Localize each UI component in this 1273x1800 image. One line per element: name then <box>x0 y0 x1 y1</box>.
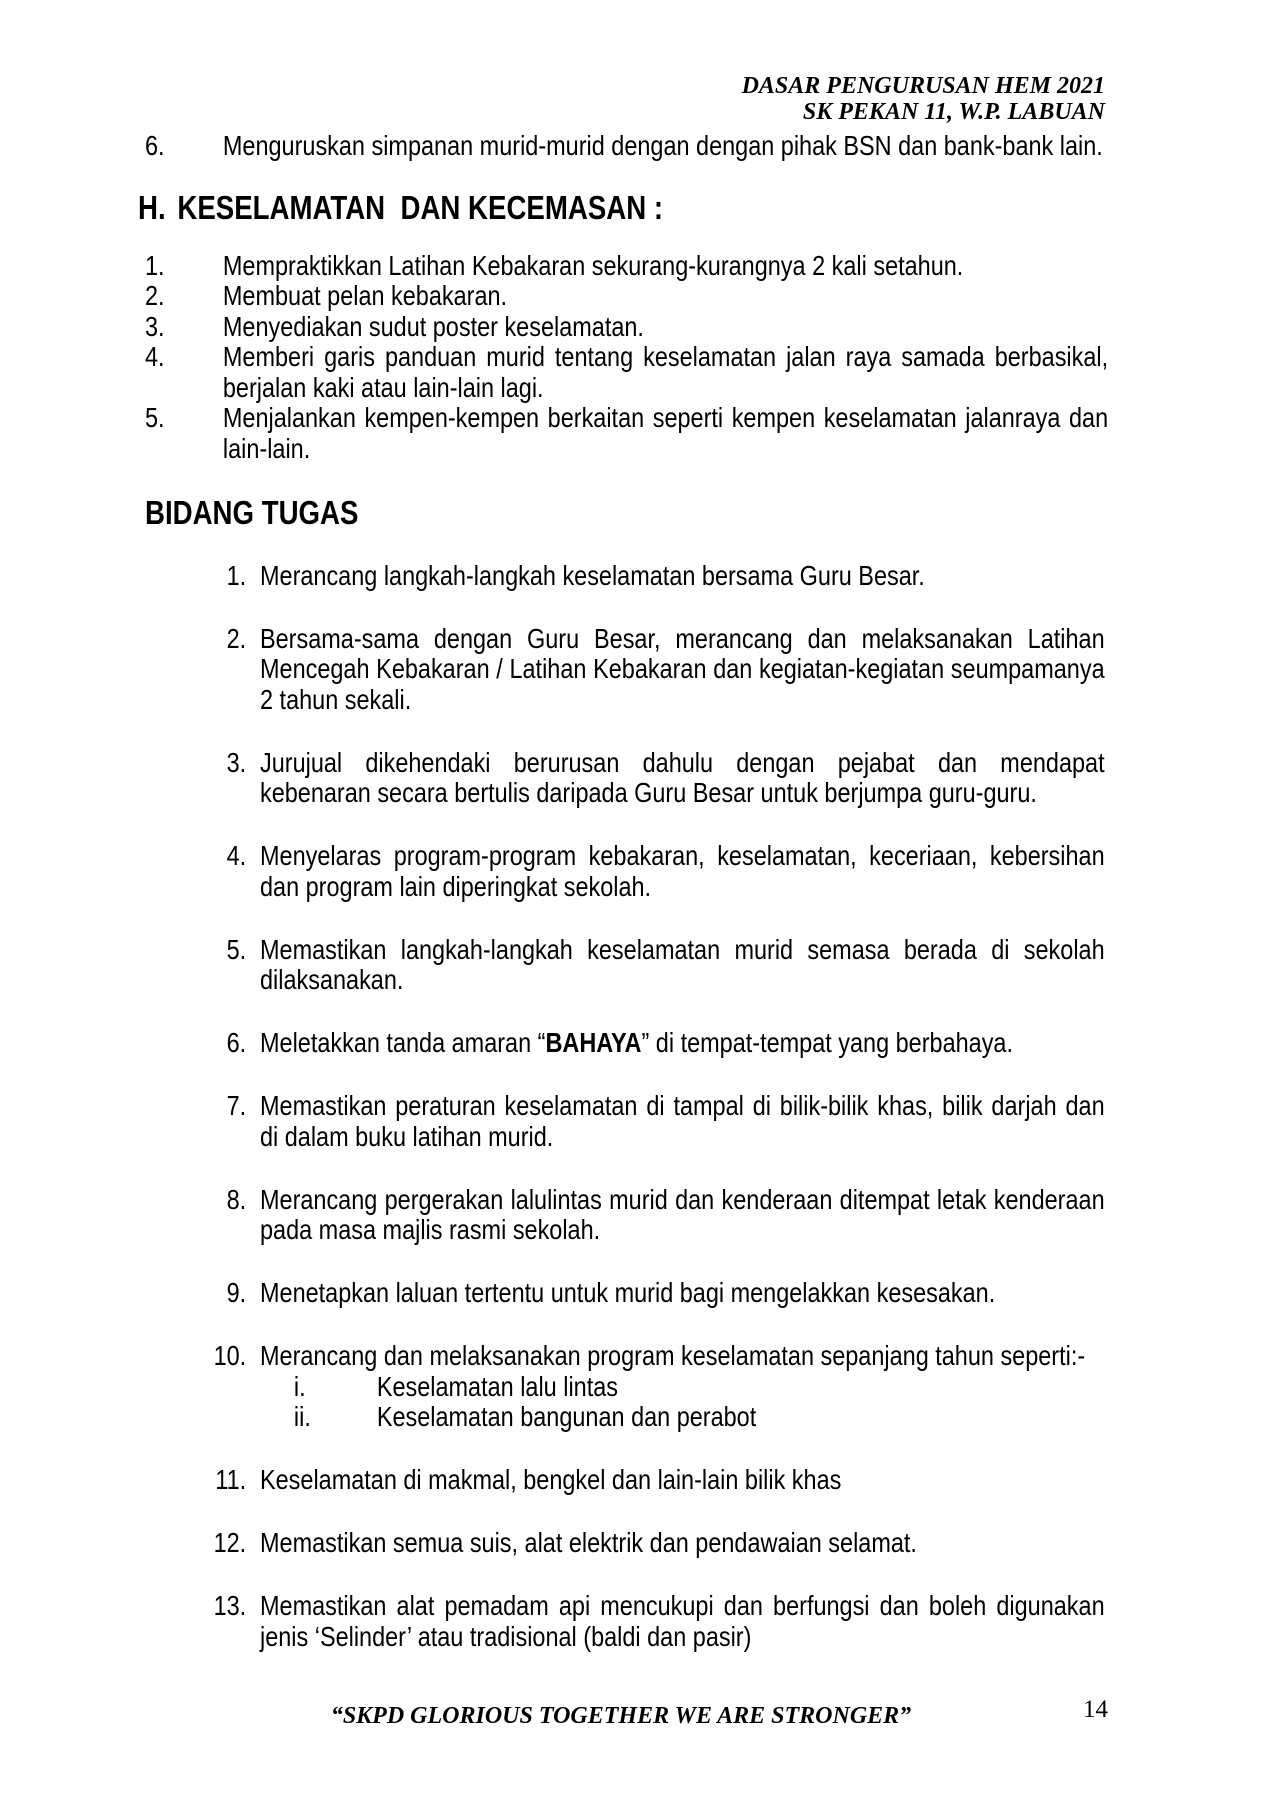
task-number: 4. <box>226 840 247 871</box>
task-number: 13. <box>213 1590 247 1621</box>
task-list <box>211 561 1105 1653</box>
task-number: 11. <box>215 1464 247 1495</box>
task-text: Menyelaras program-program kebakaran, keselamatan, keceriaan, kebersihan dan program lain diperingkat sekolah. <box>259 840 1105 902</box>
task-item <box>211 1341 1105 1433</box>
tasks-heading: BIDANG TUGAS <box>145 494 359 531</box>
task-item <box>211 935 1105 996</box>
task-number: 2. <box>226 622 247 654</box>
task-text: Memastikan alat pemadam api mencukupi dan berfungsi dan boleh digunakan jenis ‘Selinder’ atau tradisional (baldi dan pasir) <box>259 1590 1105 1652</box>
task-text-prefix: Meletakkan tanda amaran “ <box>259 1027 546 1058</box>
task-text: Bersama-sama dengan Guru Besar, merancang dan melaksanakan Latihan Mencegah Kebakaran / Latihan Kebakaran dan kegiatan-kegiatan seumpamanya 2 tahun sekali. <box>259 622 1105 715</box>
sub-item-number: i. <box>293 1370 306 1402</box>
task-text: Menetapkan laluan tertentu untuk murid bagi mengelakkan kesesakan. <box>259 1277 996 1308</box>
list-item <box>145 312 1108 343</box>
list-item <box>145 403 1108 464</box>
task-text: Memastikan langkah-langkah keselamatan murid semasa berada di sekolah dilaksanakan. <box>259 933 1105 995</box>
task-number: 6. <box>226 1027 247 1058</box>
list-item-6 <box>145 131 1108 162</box>
task-number: 8. <box>226 1183 247 1215</box>
task-item <box>211 1185 1105 1246</box>
danger-label: BAHAYA <box>545 1027 642 1058</box>
item-text: Mempraktikkan Latihan Kebakaran sekurang-kurangnya 2 kali setahun. <box>222 249 964 281</box>
task-text: Memastikan semua suis, alat elektrik dan pendawaian selamat. <box>259 1527 917 1558</box>
task-text-main: Merancang dan melaksanakan program keselamatan sepanjang tahun seperti:- <box>259 1340 1086 1371</box>
item-number: 5. <box>145 402 165 433</box>
footer-quote: “SKPD GLORIOUS TOGETHER WE ARE STRONGER” <box>330 1703 912 1729</box>
task-text <box>260 1341 1105 1433</box>
item-number: 6. <box>145 129 165 161</box>
task-item <box>211 1465 1105 1496</box>
task-number: 9. <box>226 1277 247 1308</box>
item-number: 2. <box>145 280 165 311</box>
task-item <box>211 1528 1105 1559</box>
task-text: Memastikan peraturan keselamatan di tampal di bilik-bilik khas, bilik darjah dan di dalam buku latihan murid. <box>259 1090 1105 1152</box>
header-line-1: DASAR PENGURUSAN HEM 2021 <box>741 73 1105 99</box>
task-number: 7. <box>226 1090 247 1121</box>
item-text: Menguruskan simpanan murid-murid dengan dengan pihak BSN dan bank-bank lain. <box>222 129 1103 161</box>
task-text: Merancang pergerakan lalulintas murid dan kenderaan ditempat letak kenderaan pada masa majlis rasmi sekolah. <box>259 1183 1105 1245</box>
item-number: 1. <box>145 249 165 281</box>
section-title: KESELAMATAN DAN KECEMASAN : <box>177 189 664 226</box>
task-number: 5. <box>226 933 247 965</box>
task-item <box>211 1091 1105 1152</box>
task-number: 10. <box>213 1340 247 1371</box>
task-item <box>211 561 1105 592</box>
item-number: 4. <box>145 341 165 372</box>
task-item <box>211 624 1105 716</box>
task-number: 1. <box>226 559 247 591</box>
page-header <box>742 74 1105 125</box>
sub-item <box>294 1402 1105 1433</box>
sub-item-text: Keselamatan bangunan dan perabot <box>376 1401 757 1432</box>
task-text-suffix: ” di tempat-tempat yang berbahaya. <box>641 1027 1013 1058</box>
section-letter: H. <box>138 189 166 226</box>
task-item <box>211 841 1105 902</box>
item-number: 3. <box>145 310 165 342</box>
task-item <box>211 748 1105 809</box>
section-heading <box>138 191 1105 225</box>
item-text: Menjalankan kempen-kempen berkaitan seperti kempen keselamatan jalanraya dan lain-lain. <box>222 402 1109 464</box>
task-text: Keselamatan di makmal, bengkel dan lain-lain bilik khas <box>259 1464 842 1495</box>
list-item <box>145 342 1108 403</box>
page-number: 14 <box>1083 1696 1108 1723</box>
task-text: Merancang langkah-langkah keselamatan bersama Guru Besar. <box>259 559 925 591</box>
task-item <box>211 1028 1105 1059</box>
task-item <box>211 1591 1105 1652</box>
task-text: Jurujual dikehendaki berurusan dahulu dengan pejabat dan mendapat kebenaran secara bertulis daripada Guru Besar untuk berjumpa guru-guru. <box>259 746 1105 808</box>
task-item <box>211 1278 1105 1309</box>
task-number: 12. <box>213 1527 247 1558</box>
item-text: Memberi garis panduan murid tentang keselamatan jalan raya samada berbasikal, berjalan kaki atau lain-lain lagi. <box>222 341 1109 403</box>
item-text: Menyediakan sudut poster keselamatan. <box>222 310 644 342</box>
sub-item <box>294 1372 1105 1403</box>
task-text <box>260 1028 1105 1059</box>
task-number: 3. <box>226 746 247 778</box>
sub-item-number: ii. <box>293 1401 311 1432</box>
item-text: Membuat pelan kebakaran. <box>222 280 508 311</box>
header-line-2: SK PEKAN 11, W.P. LABUAN <box>802 98 1105 125</box>
sub-item-text: Keselamatan lalu lintas <box>376 1370 618 1402</box>
list-item <box>145 251 1108 282</box>
safety-list <box>145 251 1108 465</box>
list-item <box>145 281 1108 312</box>
